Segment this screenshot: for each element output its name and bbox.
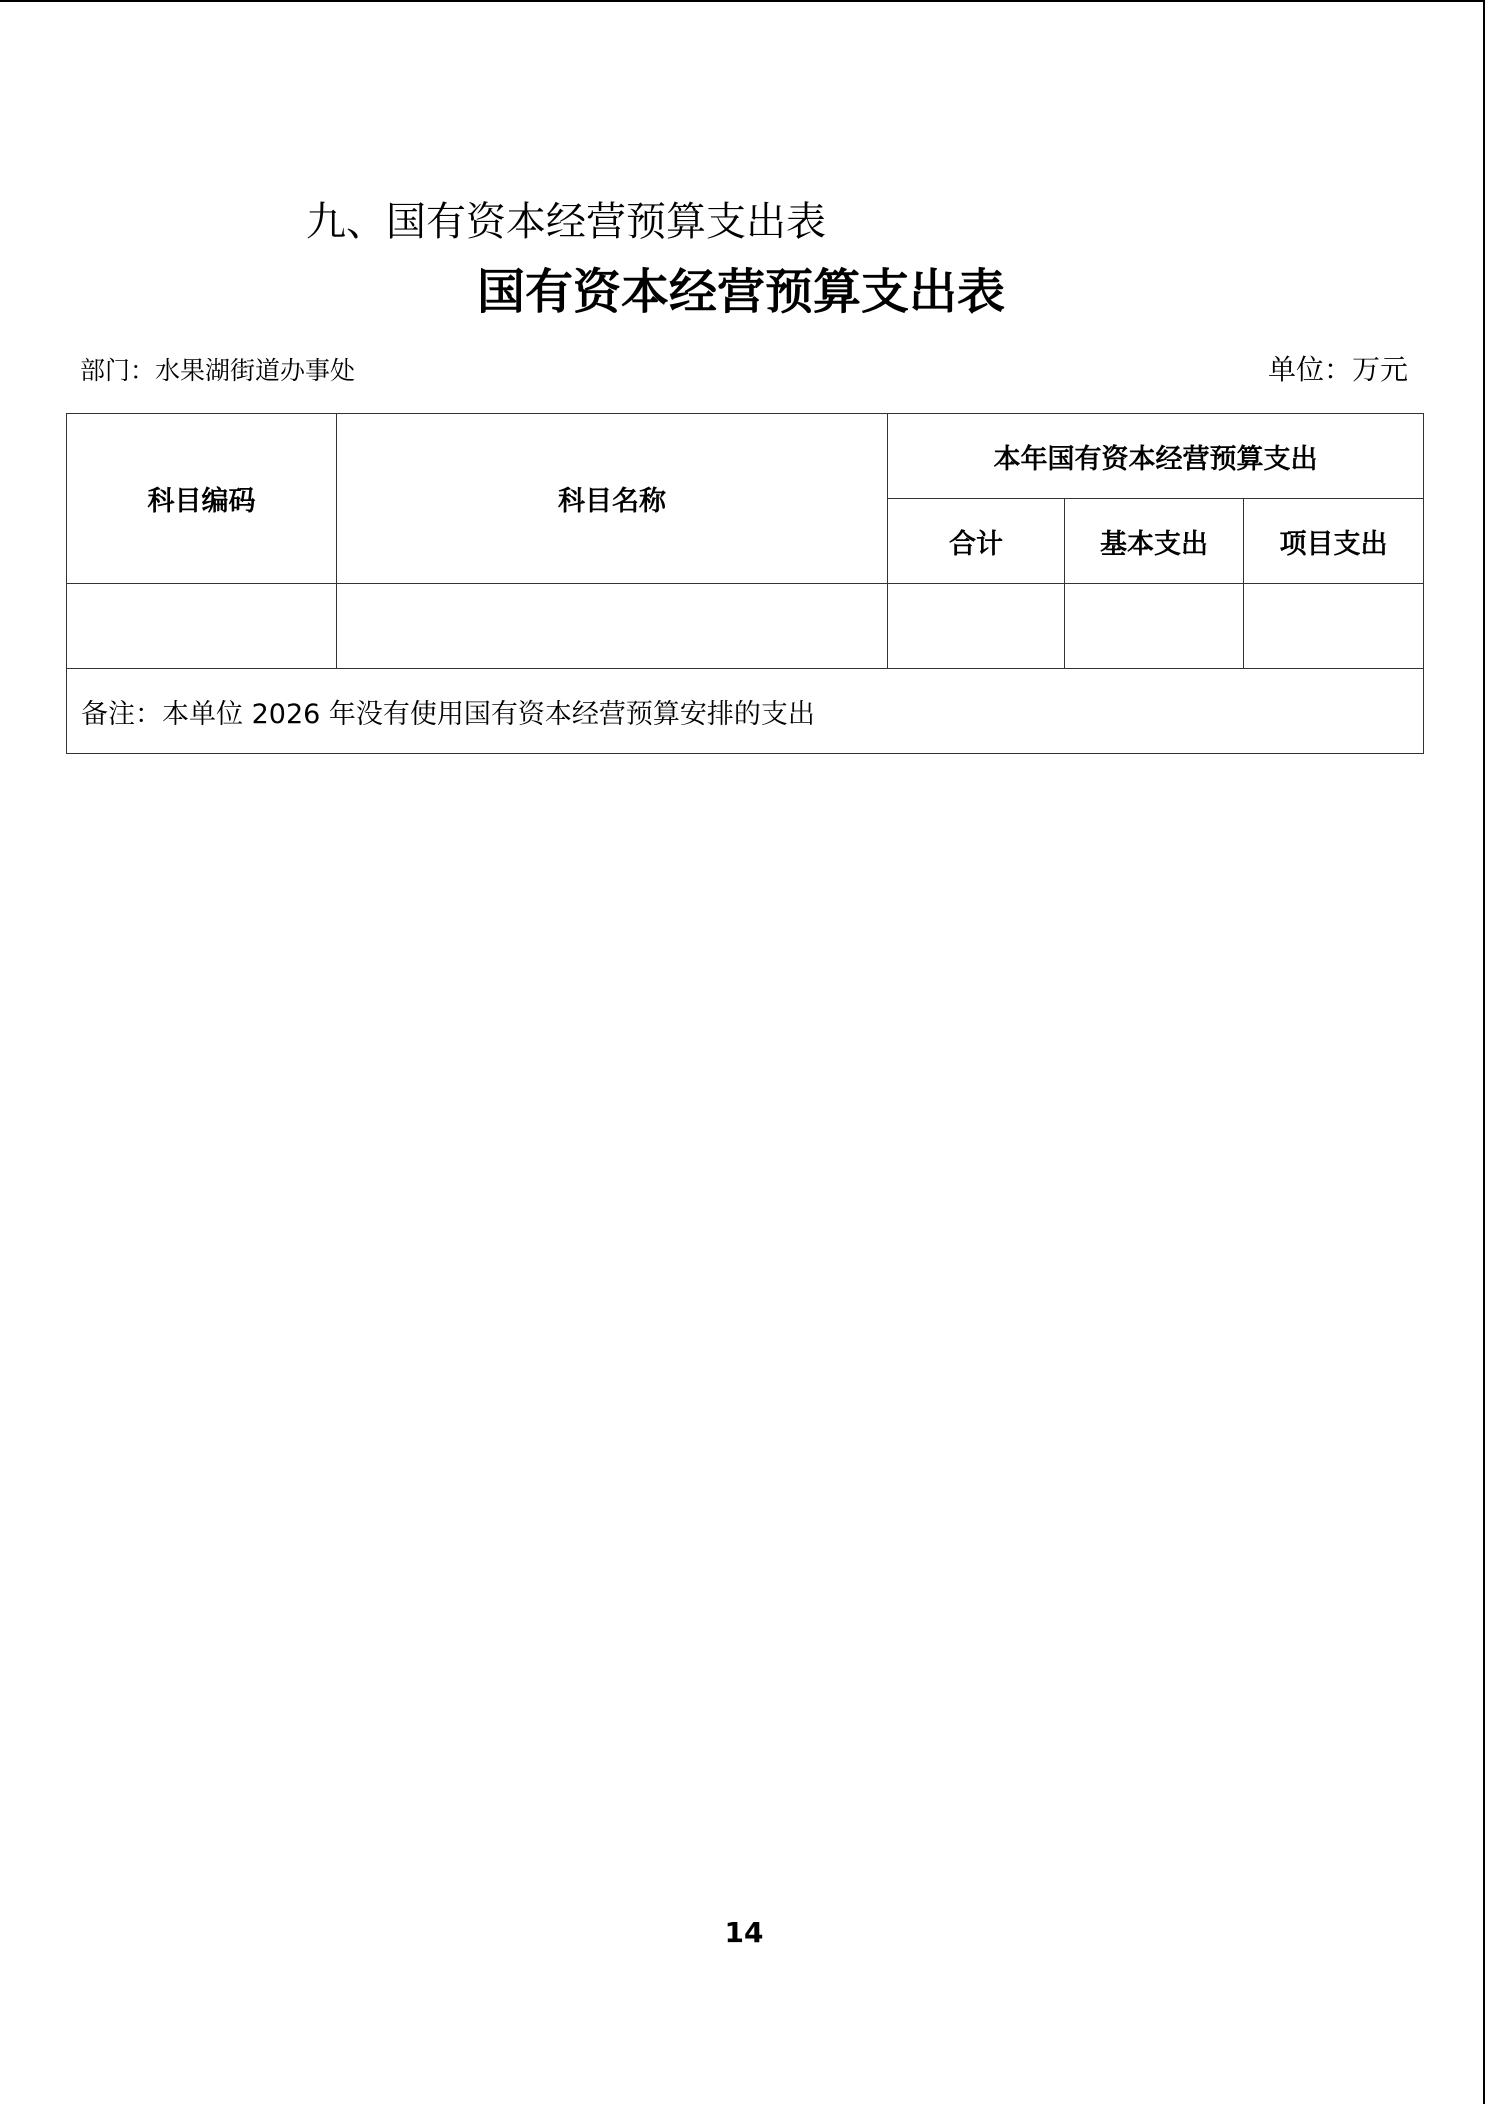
header-expenditure-group: 本年国有资本经营预算支出 [888, 414, 1424, 499]
page-number: 14 [724, 1916, 764, 1949]
header-subject-code: 科目编码 [67, 414, 337, 584]
department-label: 部门：水果湖街道办事处 [80, 356, 356, 385]
document-title [0, 262, 1488, 322]
cell-name [337, 584, 888, 669]
header-total: 合计 [888, 499, 1065, 584]
cell-project [1244, 584, 1424, 669]
table-note-row [67, 669, 1424, 754]
section-heading: 九、国有资本经营预算支出表 [306, 199, 826, 245]
header-project-expenditure: 项目支出 [1244, 499, 1424, 584]
cell-total [888, 584, 1065, 669]
table-header-row-1 [67, 414, 1424, 499]
header-basic-expenditure: 基本支出 [1065, 499, 1244, 584]
budget-table [66, 413, 1424, 754]
cell-basic [1065, 584, 1244, 669]
document-title-text: 国有资本经营预算支出表 [476, 264, 1005, 320]
cell-code [67, 584, 337, 669]
unit-label: 单位：万元 [1267, 353, 1408, 386]
table-row [67, 584, 1424, 669]
table-note: 备注：本单位 2026 年没有使用国有资本经营预算安排的支出 [67, 669, 1424, 754]
header-subject-name: 科目名称 [337, 414, 888, 584]
